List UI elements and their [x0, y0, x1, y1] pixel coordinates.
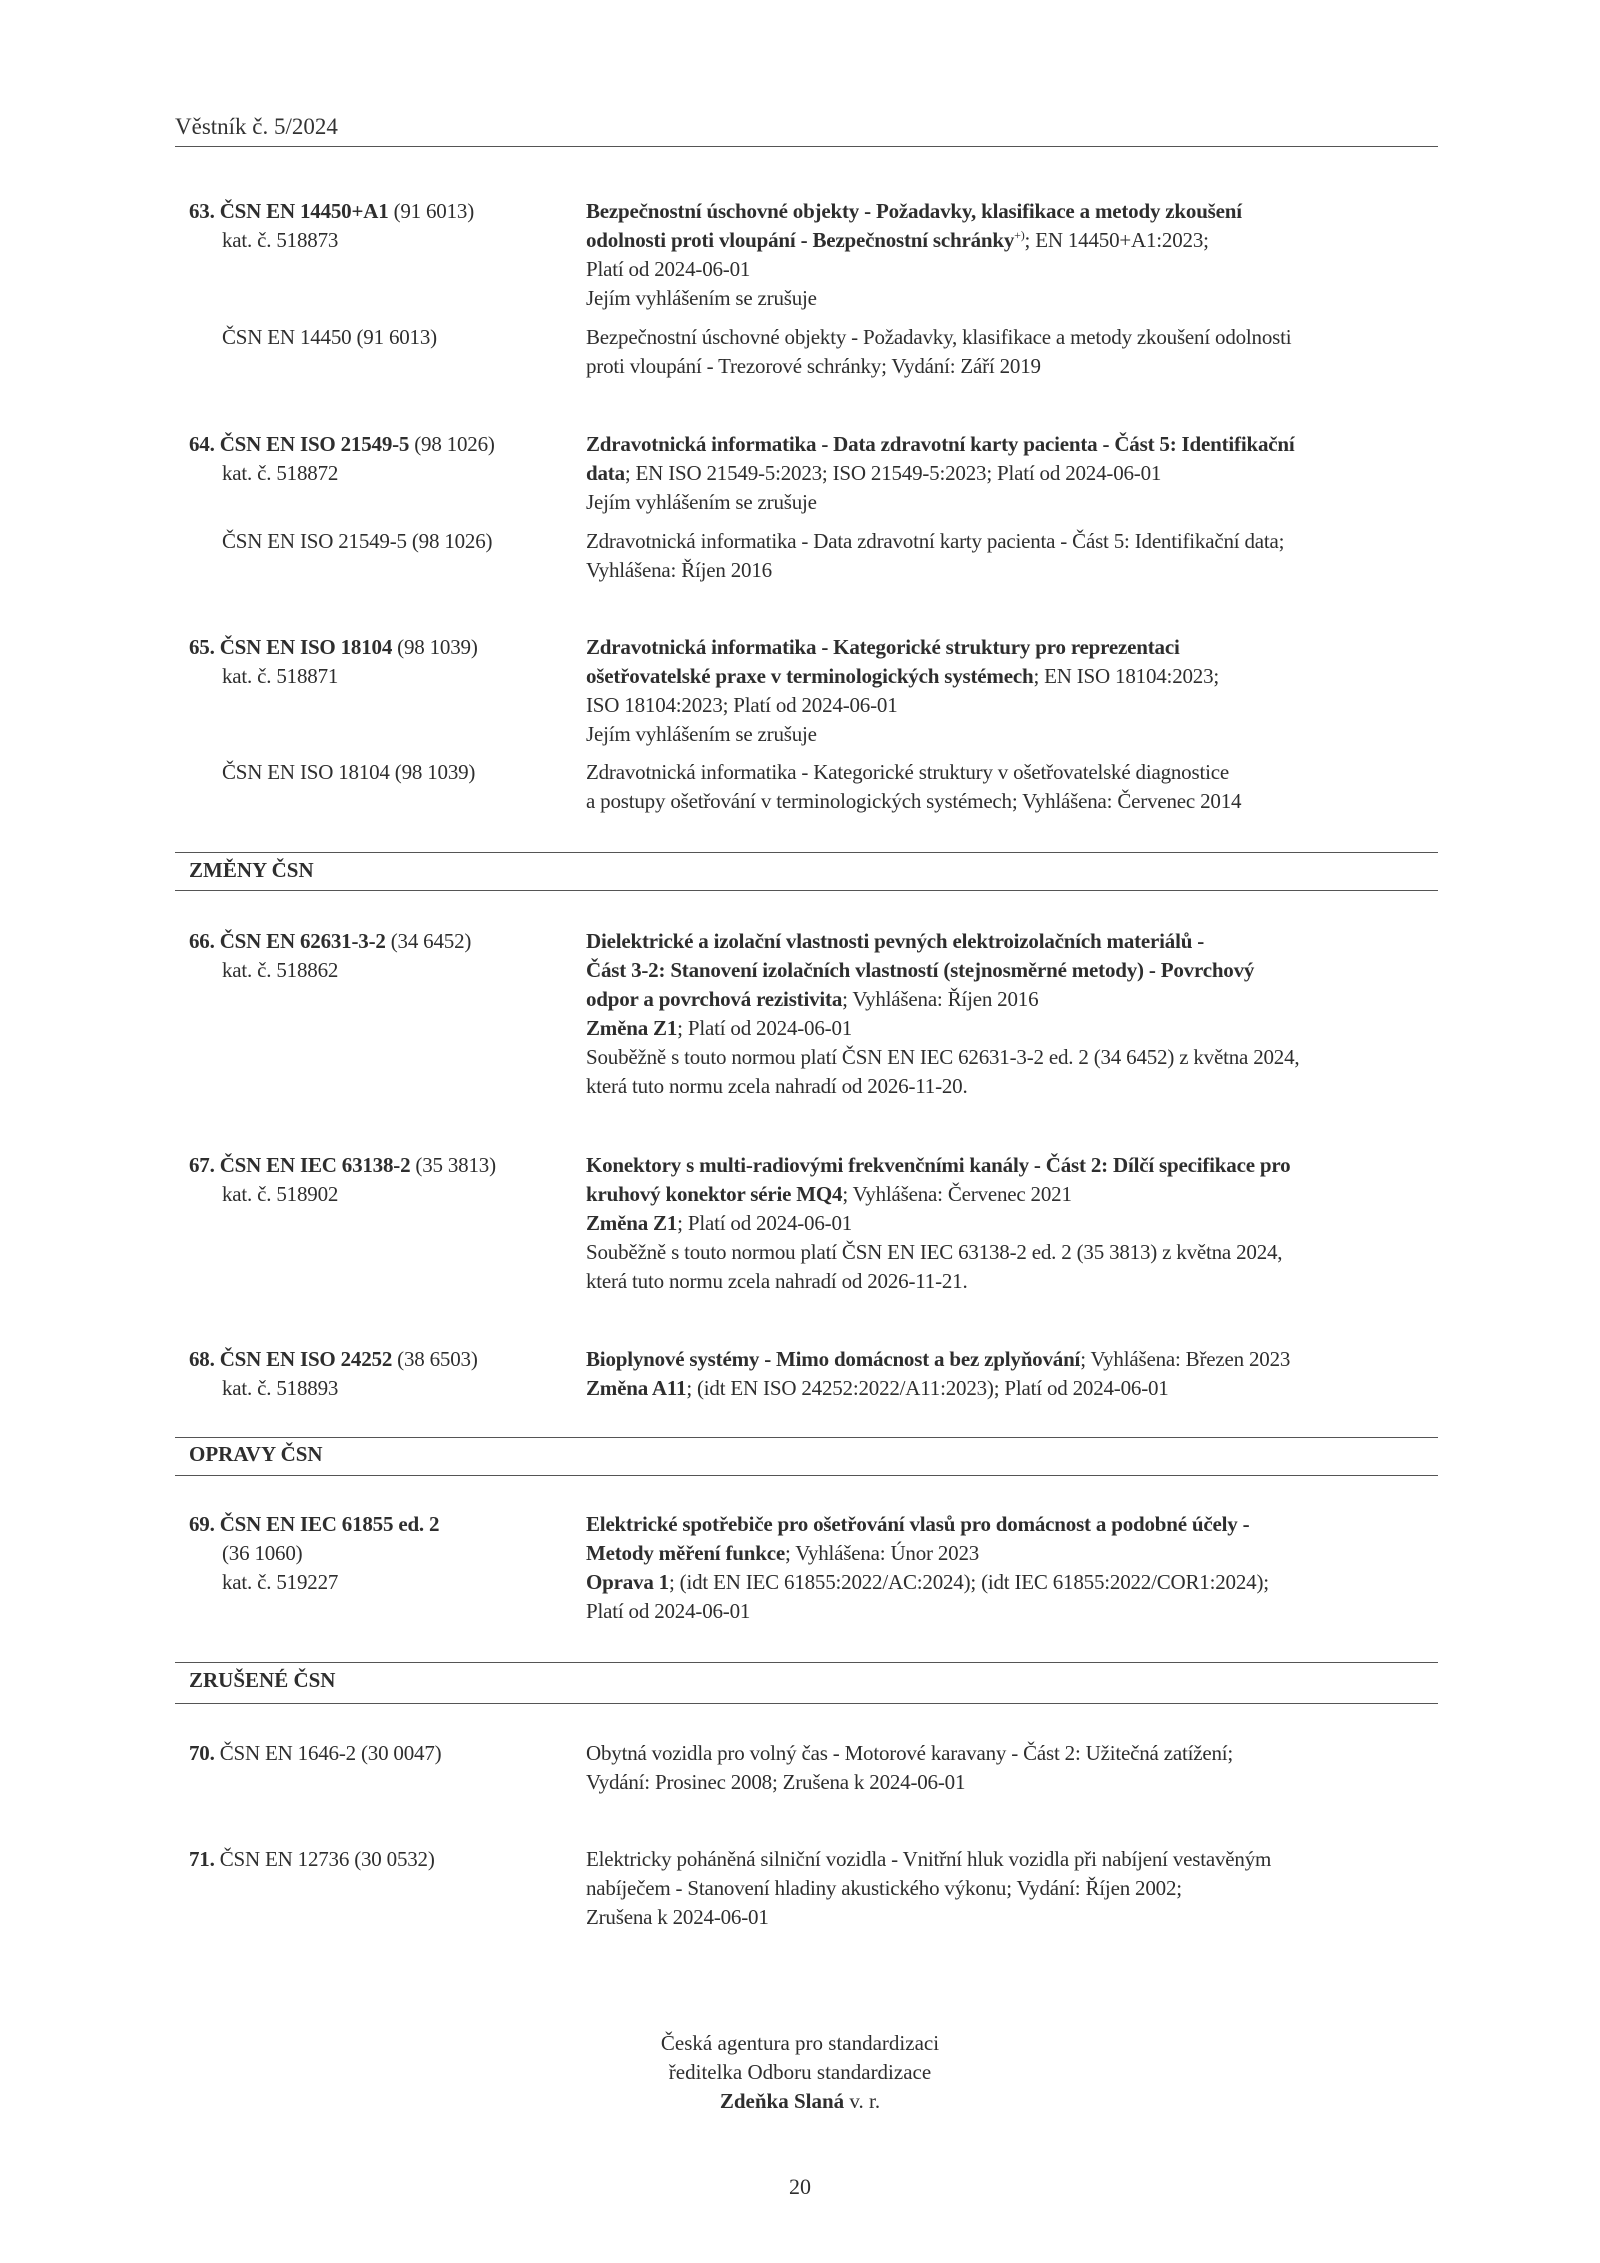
text: ; EN ISO 18104:2023;	[1033, 664, 1220, 688]
standard-description	[586, 1510, 1446, 1626]
text-line	[586, 662, 1446, 691]
bold-text: 66. ČSN EN 62631-3-2	[189, 929, 386, 953]
text-line	[189, 956, 579, 985]
text-line	[189, 459, 579, 488]
text-line	[189, 323, 579, 352]
text-line	[586, 1238, 1446, 1267]
text-line	[189, 662, 579, 691]
text-line	[586, 1903, 1446, 1932]
text: (98 1026)	[409, 432, 495, 456]
section-rule	[175, 1703, 1438, 1704]
bold-text: kruhový konektor série MQ4	[586, 1182, 843, 1206]
bold-text: 63. ČSN EN 14450+A1	[189, 199, 389, 223]
footer-signatory	[0, 2087, 1600, 2116]
bold-text: ošetřovatelské praxe v terminologických systémech	[586, 664, 1034, 688]
text: kat. č. 518902	[222, 1182, 339, 1206]
text-line	[586, 1739, 1446, 1768]
text: Vyhlášena: Říjen 2016	[586, 558, 772, 582]
text-line	[586, 1845, 1446, 1874]
text: která tuto normu zcela nahradí od 2026-11-21.	[586, 1269, 968, 1293]
text-line	[586, 1014, 1446, 1043]
section-title-zrusene: ZRUŠENÉ ČSN	[189, 1668, 336, 1692]
text: ČSN EN 12736 (30 0532)	[214, 1847, 435, 1871]
text-line	[586, 1510, 1446, 1539]
text-line	[586, 691, 1446, 720]
footer-role: ředitelka Odboru standardizace	[668, 2060, 932, 2084]
text-line	[586, 1151, 1446, 1180]
bold-text: 68. ČSN EN ISO 24252	[189, 1347, 393, 1371]
text-line	[586, 985, 1446, 1014]
standard-designation	[189, 1845, 579, 1874]
text-line	[586, 430, 1446, 459]
standard-description	[586, 527, 1446, 585]
text-line	[586, 197, 1446, 226]
bold-text: Oprava 1	[586, 1570, 669, 1594]
page-number: 20	[789, 2174, 811, 2199]
text: Vydání: Prosinec 2008; Zrušena k 2024-06-01	[586, 1770, 966, 1794]
text-line	[586, 1874, 1446, 1903]
text-line	[586, 787, 1446, 816]
text-line	[586, 556, 1446, 585]
text-line	[189, 430, 579, 459]
text-line	[189, 1510, 579, 1539]
text: ISO 18104:2023; Platí od 2024-06-01	[586, 693, 898, 717]
text: ČSN EN 14450 (91 6013)	[222, 325, 437, 349]
text: a postupy ošetřování v terminologických systémech; Vyhlášena: Červenec 2014	[586, 789, 1242, 813]
text-line	[189, 197, 579, 226]
text-line	[586, 1043, 1446, 1072]
text-line	[586, 284, 1446, 313]
bold-text: odolnosti proti vloupání - Bezpečnostní schránky	[586, 228, 1015, 252]
bold-text: Konektory s multi-radiovými frekvenčními kanály - Část 2: Dílčí specifikace pro	[586, 1153, 1291, 1177]
bold-text: 67. ČSN EN IEC 63138-2	[189, 1153, 411, 1177]
signature-block	[0, 2029, 1600, 2116]
text: ; Platí od 2024-06-01	[677, 1211, 853, 1235]
text-line	[189, 1151, 579, 1180]
bold-text: odpor a povrchová rezistivita	[586, 987, 843, 1011]
section-rule	[175, 852, 1438, 853]
standard-description	[586, 323, 1446, 381]
bold-text: 64. ČSN EN ISO 21549-5	[189, 432, 410, 456]
text: ; (idt EN ISO 24252:2022/A11:2023); Platí od 2024-06-01	[686, 1376, 1169, 1400]
text: Jejím vyhlášením se zrušuje	[586, 722, 817, 746]
text-line	[586, 1539, 1446, 1568]
text-line	[189, 633, 579, 662]
text: kat. č. 518862	[222, 958, 339, 982]
text: (98 1039)	[392, 635, 478, 659]
text-line	[586, 956, 1446, 985]
text: Platí od 2024-06-01	[586, 1599, 751, 1623]
text: Elektricky poháněná silniční vozidla - Vnitřní hluk vozidla při nabíjení vestavěným	[586, 1847, 1272, 1871]
text-line	[189, 1374, 579, 1403]
bulletin-title: Věstník č. 5/2024	[175, 114, 338, 139]
section-title-zmeny: ZMĚNY ČSN	[189, 858, 314, 882]
bold-text: Část 3-2: Stanovení izolačních vlastností (stejnosměrné metody) - Povrchový	[586, 958, 1255, 982]
standard-description	[586, 1151, 1446, 1296]
bold-text: Zdravotnická informatika - Kategorické struktury pro reprezentaci	[586, 635, 1180, 659]
bold-text: Změna A11	[586, 1376, 687, 1400]
bold-text: Změna Z1	[586, 1211, 678, 1235]
text: ; Vyhlášena: Březen 2023	[1080, 1347, 1291, 1371]
bold-text: data	[586, 461, 625, 485]
text: Platí od 2024-06-01	[586, 257, 751, 281]
text-line	[189, 758, 579, 787]
standard-designation	[189, 1345, 579, 1403]
signatory-suffix: v. r.	[844, 2089, 881, 2113]
text: ; EN 14450+A1:2023;	[1024, 228, 1209, 252]
text-line	[586, 352, 1446, 381]
text-line	[586, 488, 1446, 517]
text-line	[586, 226, 1446, 255]
bold-text: Bioplynové systémy - Mimo domácnost a bez zplyňování	[586, 1347, 1081, 1371]
text: Obytná vozidla pro volný čas - Motorové karavany - Část 2: Užitečná zatížení;	[586, 1741, 1234, 1765]
standard-designation	[189, 197, 579, 255]
text-line	[189, 1539, 579, 1568]
standard-designation	[189, 758, 579, 787]
bold-text: 69. ČSN EN IEC 61855 ed. 2	[189, 1512, 440, 1536]
text: Zdravotnická informatika - Data zdravotní karty pacienta - Část 5: Identifikační data;	[586, 529, 1285, 553]
text: ČSN EN ISO 18104 (98 1039)	[222, 760, 476, 784]
text-line	[586, 1209, 1446, 1238]
text: Bezpečnostní úschovné objekty - Požadavky, klasifikace a metody zkoušení odolnosti	[586, 325, 1292, 349]
bold-text: Zdravotnická informatika - Data zdravotní karty pacienta - Část 5: Identifikační	[586, 432, 1295, 456]
header-rule	[175, 146, 1438, 147]
text-line	[586, 1597, 1446, 1626]
text: ; Vyhlášena: Červenec 2021	[842, 1182, 1072, 1206]
standard-designation	[189, 527, 579, 556]
section-rule	[175, 1662, 1438, 1663]
text-line	[586, 1768, 1446, 1797]
text-line	[189, 1845, 579, 1874]
text-line	[189, 226, 579, 255]
bold-text: Metody měření funkce	[586, 1541, 785, 1565]
text: ; Platí od 2024-06-01	[677, 1016, 853, 1040]
text: kat. č. 518873	[222, 228, 339, 252]
standard-designation	[189, 1151, 579, 1209]
text: Jejím vyhlášením se zrušuje	[586, 490, 817, 514]
text: která tuto normu zcela nahradí od 2026-11-20.	[586, 1074, 968, 1098]
text-line	[586, 323, 1446, 352]
text-line	[189, 1568, 579, 1597]
standard-description	[586, 197, 1446, 313]
text: ; Vyhlášena: Říjen 2016	[842, 987, 1039, 1011]
text-line	[189, 527, 579, 556]
text-line	[586, 633, 1446, 662]
bold-text: Elektrické spotřebiče pro ošetřování vlasů pro domácnost a podobné účely -	[586, 1512, 1250, 1536]
text-line	[586, 1374, 1446, 1403]
section-title-opravy: OPRAVY ČSN	[189, 1442, 323, 1466]
text: nabíječem - Stanovení hladiny akustického výkonu; Vydání: Říjen 2002;	[586, 1876, 1182, 1900]
section-rule	[175, 890, 1438, 891]
text-line	[586, 1072, 1446, 1101]
text: kat. č. 518893	[222, 1376, 339, 1400]
bold-text: 71.	[189, 1847, 215, 1871]
bold-text: Bezpečnostní úschovné objekty - Požadavky, klasifikace a metody zkoušení	[586, 199, 1242, 223]
text: (38 6503)	[392, 1347, 478, 1371]
text-line	[189, 1345, 579, 1374]
standard-designation	[189, 633, 579, 691]
text: (91 6013)	[388, 199, 475, 223]
standard-description	[586, 1845, 1446, 1932]
standard-description	[586, 927, 1446, 1101]
text-line	[586, 527, 1446, 556]
bold-text: Změna Z1	[586, 1016, 678, 1040]
text: (36 1060)	[222, 1541, 303, 1565]
text: ; (idt EN IEC 61855:2022/AC:2024); (idt IEC 61855:2022/COR1:2024);	[669, 1570, 1269, 1594]
text: ; EN ISO 21549-5:2023; ISO 21549-5:2023; Platí od 2024-06-01	[624, 461, 1162, 485]
standard-description	[586, 758, 1446, 816]
standard-description	[586, 430, 1446, 517]
text-line	[586, 758, 1446, 787]
text-line	[586, 1345, 1446, 1374]
text-line	[586, 459, 1446, 488]
signatory-name: Zdeňka Slaná	[719, 2089, 845, 2113]
text: Zdravotnická informatika - Kategorické struktury v ošetřovatelské diagnostice	[586, 760, 1229, 784]
text-line	[586, 1568, 1446, 1597]
section-rule	[175, 1437, 1438, 1438]
standard-designation	[189, 1510, 579, 1597]
text: kat. č. 519227	[222, 1570, 339, 1594]
standard-description	[586, 633, 1446, 749]
standard-designation	[189, 1739, 579, 1768]
text: (34 6452)	[385, 929, 472, 953]
text-line	[586, 927, 1446, 956]
standard-designation	[189, 927, 579, 985]
text-line	[586, 255, 1446, 284]
text: Jejím vyhlášením se zrušuje	[586, 286, 817, 310]
text: Souběžně s touto normou platí ČSN EN IEC 63138-2 ed. 2 (35 3813) z května 2024,	[586, 1240, 1283, 1264]
standard-designation	[189, 323, 579, 352]
standard-description	[586, 1345, 1446, 1403]
text-line	[189, 1739, 579, 1768]
text: proti vloupání - Trezorové schránky; Vydání: Září 2019	[586, 354, 1041, 378]
footer-agency: Česká agentura pro standardizaci	[660, 2031, 940, 2055]
text: Zrušena k 2024-06-01	[586, 1905, 769, 1929]
bold-text: 70.	[189, 1741, 215, 1765]
text-line	[586, 1180, 1446, 1209]
footnote-mark: +)	[1014, 228, 1025, 242]
text-line	[189, 927, 579, 956]
standard-designation	[189, 430, 579, 488]
text: ČSN EN 1646-2 (30 0047)	[214, 1741, 442, 1765]
text-line	[586, 720, 1446, 749]
section-rule	[175, 1475, 1438, 1476]
text: kat. č. 518871	[222, 664, 339, 688]
text: ČSN EN ISO 21549-5 (98 1026)	[222, 529, 493, 553]
text: ; Vyhlášena: Únor 2023	[784, 1541, 980, 1565]
text-line	[189, 1180, 579, 1209]
bold-text: 65. ČSN EN ISO 18104	[189, 635, 393, 659]
text-line	[586, 1267, 1446, 1296]
text: Souběžně s touto normou platí ČSN EN IEC 62631-3-2 ed. 2 (34 6452) z května 2024,	[586, 1045, 1300, 1069]
standard-description	[586, 1739, 1446, 1797]
text: kat. č. 518872	[222, 461, 339, 485]
text: (35 3813)	[410, 1153, 496, 1177]
bold-text: Dielektrické a izolační vlastnosti pevných elektroizolačních materiálů -	[586, 929, 1205, 953]
